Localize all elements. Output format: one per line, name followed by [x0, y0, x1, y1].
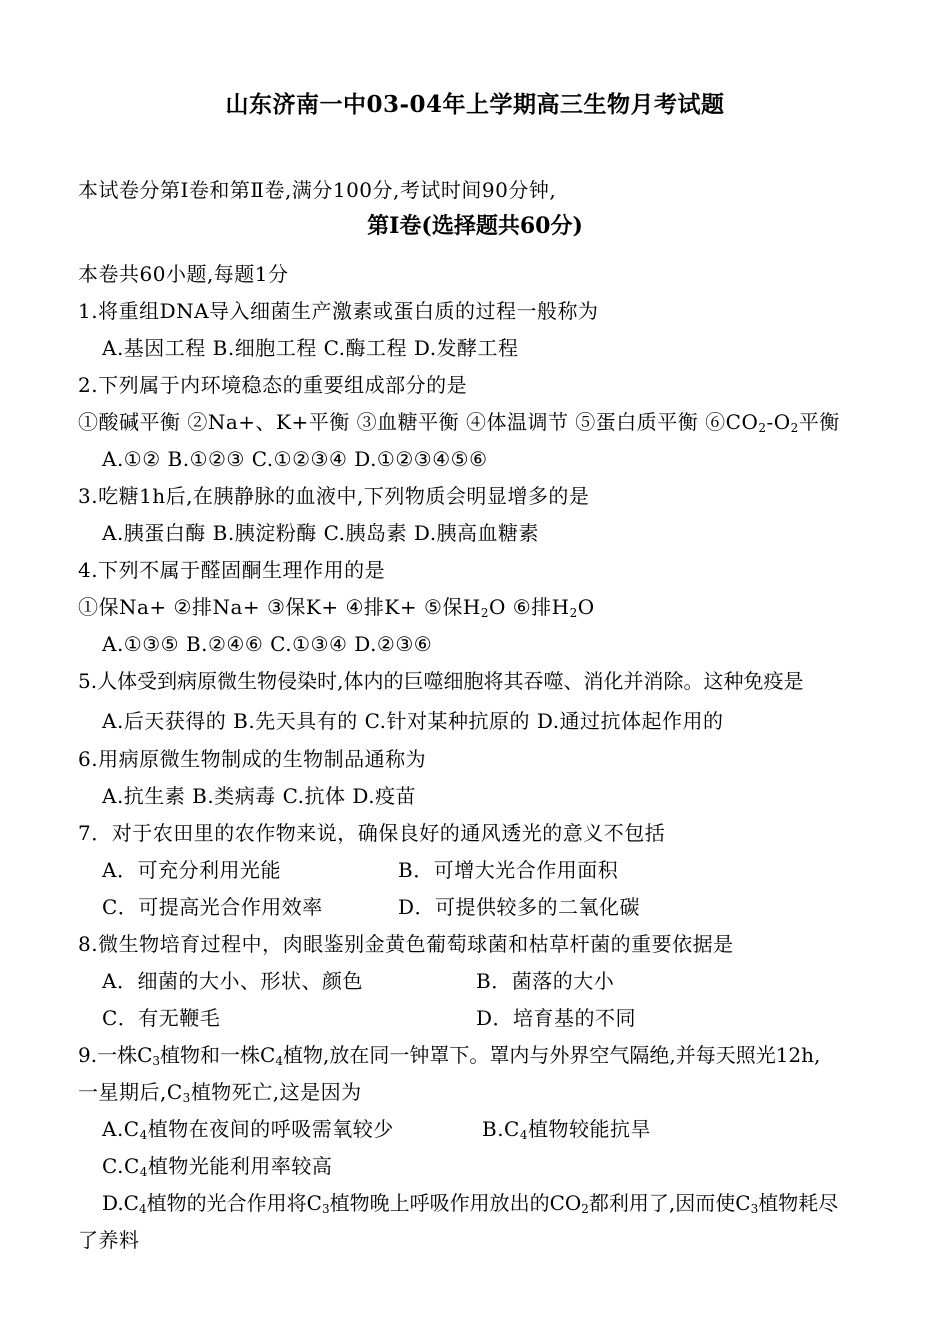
question-2-options: A.①② B.①②③ C.①②③④ D.①②③④⑤⑥ [102, 447, 488, 471]
question-9-stem: 9.一株$C_3$植物和一株$C_4$植物,放在同一钟罩下。罩内与外界空气隔绝,并每天照光12h, [78, 1043, 821, 1068]
question-7-stem: 7．对于农田里的农作物来说，确保良好的通风透光的意义不包括 [78, 821, 666, 845]
question-9-stem-continued: 一星期后$,C_3$植物死亡,这是因为 [78, 1080, 362, 1105]
question-4-options: A.①③⑤ B.②④⑥ C.①③④ D.②③⑥ [102, 632, 433, 656]
section-note: 本卷共60小题,每题1分 [78, 262, 289, 286]
question-9-option-d: $D.C_4$植物的光合作用将$C_3$植物晚上呼吸作用放出的$CO_2$都利用了,因而使$C_3$植物耗尽 [102, 1191, 839, 1216]
question-7-option-a: A．可充分利用光能 [102, 858, 281, 882]
question-5-stem: 5.人体受到病原微生物侵染时,体内的巨噬细胞将其吞噬、消化并消除。这种免疫是 [78, 669, 804, 693]
question-2-items: ①酸碱平衡 ②Na+、K+平衡 ③血糖平衡 ④体温调节 ⑤蛋白质平衡 $⑥CO_2-O_2$平衡 [78, 410, 840, 435]
question-8-stem: 8.微生物培育过程中，肉眼鉴别金黄色葡萄球菌和枯草杆菌的重要依据是 [78, 932, 734, 956]
exam-intro: 本试卷分第Ⅰ卷和第Ⅱ卷,满分100分,考试时间90分钟, [78, 178, 557, 202]
question-9-option-d-continued: 了养料 [78, 1228, 140, 1252]
question-3-stem: 3.吃糖1h后,在胰静脉的血液中,下列物质会明显增多的是 [78, 484, 590, 508]
question-7-option-d: D．可提供较多的二氧化碳 [398, 895, 641, 919]
question-7-option-b: B．可增大光合作用面积 [398, 858, 619, 882]
question-9-option-b: $B.C_4$植物较能抗旱 [482, 1117, 651, 1142]
exam-title: 山东济南一中03-04年上学期高三生物月考试题 [225, 91, 725, 118]
question-9-option-c: $C.C_4$植物光能利用率较高 [102, 1154, 333, 1179]
question-1-options: A.基因工程 B.细胞工程 C.酶工程 D.发酵工程 [102, 336, 519, 360]
section-heading: 第Ⅰ卷(选择题共60分) [367, 213, 583, 239]
question-8-option-d: D．培育基的不同 [476, 1006, 637, 1030]
question-8-option-c: C．有无鞭毛 [102, 1006, 221, 1030]
question-2-stem: 2.下列属于内环境稳态的重要组成部分的是 [78, 373, 468, 397]
question-4-items: ①保Na+ ②排Na+ ③保K+ ④排K+ ⑤保$H_2O$ ⑥排$H_2O$ [78, 595, 595, 620]
question-1-stem: 1.将重组DNA导入细菌生产激素或蛋白质的过程一般称为 [78, 299, 599, 323]
question-3-options: A.胰蛋白酶 B.胰淀粉酶 C.胰岛素 D.胰高血糖素 [102, 521, 540, 545]
question-6-options: A.抗生素 B.类病毒 C.抗体 D.疫苗 [102, 784, 417, 808]
question-8-option-a: A．细菌的大小、形状、颜色 [102, 969, 363, 993]
question-7-option-c: C．可提高光合作用效率 [102, 895, 323, 919]
question-5-options: A.后天获得的 B.先天具有的 C.针对某种抗原的 D.通过抗体起作用的 [102, 709, 724, 733]
question-4-stem: 4.下列不属于醛固酮生理作用的是 [78, 558, 386, 582]
question-6-stem: 6.用病原微生物制成的生物制品通称为 [78, 747, 427, 771]
question-9-option-a: $A.C_4$植物在夜间的呼吸需氧较少 [102, 1117, 394, 1142]
question-8-option-b: B．菌落的大小 [476, 969, 615, 993]
